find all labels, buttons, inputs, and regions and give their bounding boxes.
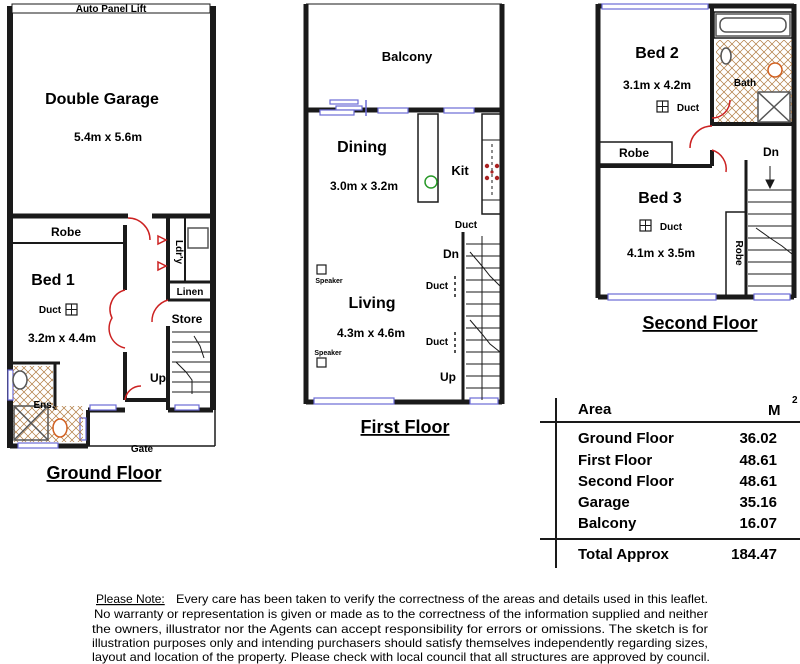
ground-floor-title: Ground Floor	[46, 463, 162, 483]
area-total-label: Total Approx	[578, 546, 669, 563]
ensuite-label: Ens.	[33, 400, 55, 411]
area-row-label: Balcony	[578, 515, 637, 532]
speaker-lower-label: Speaker	[314, 350, 342, 357]
auto-panel-lift-label: Auto Panel Lift	[75, 4, 147, 15]
gate-label: Gate	[130, 444, 154, 455]
area-total-value: 184.47	[731, 546, 777, 563]
bed2-dimensions: 3.1m x 4.2m	[622, 78, 692, 92]
balcony-label: Balcony	[381, 49, 433, 64]
first-floor-stairs	[466, 236, 500, 400]
stairs-down-label: Dn	[443, 247, 459, 261]
bath-basin	[721, 48, 731, 64]
second-floor-plan	[598, 4, 794, 333]
first-floor-plan	[306, 4, 502, 437]
area-row-label: Second Floor	[578, 473, 674, 490]
robe-bed2-label: Robe	[619, 146, 649, 160]
disclaimer-line: layout and location of the property. Please check with local council that all structures are approved by council.	[92, 650, 710, 664]
area-row-value: 36.02	[739, 430, 777, 447]
stairs-up-label: Up	[440, 370, 456, 384]
area-row-value: 48.61	[739, 452, 777, 469]
bed2-duct-label: Duct	[676, 103, 700, 114]
garage-dimensions: 5.4m x 5.6m	[73, 130, 143, 144]
area-row-label: Ground Floor	[578, 430, 674, 447]
disclaimer-line: No warranty or representation is given or made as to the correctness of the information supplied and neither	[94, 607, 708, 621]
stairs-down-label: Dn	[763, 145, 779, 159]
speaker-icon	[317, 358, 326, 367]
bathtub	[716, 14, 790, 36]
area-table-header-label: Area	[578, 401, 612, 418]
area-row-label: Garage	[578, 494, 630, 511]
speaker-upper-label: Speaker	[315, 278, 343, 285]
area-table-header-unit-sup: 2	[792, 395, 798, 406]
bed2-label: Bed 2	[635, 45, 679, 62]
disclaimer	[92, 592, 710, 664]
duct-icon	[657, 101, 668, 112]
ensuite-basin	[53, 419, 67, 437]
duct-lower-label: Duct	[425, 337, 449, 348]
kitchen-duct-label: Duct	[454, 220, 478, 231]
bed3-dimensions: 4.1m x 3.5m	[626, 246, 696, 260]
ground-floor-stairs	[172, 332, 210, 394]
robe-bed3-label: Robe	[733, 240, 744, 266]
area-row-value: 35.16	[739, 494, 777, 511]
laundry-tub	[188, 228, 208, 248]
bath-shower	[758, 92, 790, 122]
bed3-duct-label: Duct	[659, 222, 683, 233]
disclaimer-line: the owners, illustrator nor the Agents can accept responsibility for errors or omissions. The sketch is for	[92, 622, 708, 636]
area-row-label: First Floor	[578, 452, 653, 469]
laundry-label: Ldr'y	[173, 239, 184, 265]
cooktop	[485, 144, 499, 198]
bed3-label: Bed 3	[638, 190, 682, 207]
area-row-value: 48.61	[739, 473, 777, 490]
area-table-header-unit: M	[768, 402, 781, 419]
dining-label: Dining	[337, 139, 387, 156]
living-label: Living	[348, 295, 396, 312]
duct-icon	[640, 220, 651, 231]
duct-icon	[66, 304, 77, 315]
double-garage-label: Double Garage	[45, 91, 159, 108]
disclaimer-line: illustration purposes only and intending purchasers should satisfy themselves independently regarding sizes,	[92, 636, 709, 650]
ensuite-toilet	[13, 371, 27, 389]
area-table	[540, 395, 800, 568]
bed1-label: Bed 1	[31, 272, 75, 289]
disclaimer-heading: Please Note:	[96, 592, 165, 606]
bed1-duct-label: Duct	[38, 305, 62, 316]
bed1-dimensions: 3.2m x 4.4m	[27, 331, 97, 345]
dining-dimensions: 3.0m x 3.2m	[329, 179, 399, 193]
stairs-up-label: Up	[150, 371, 166, 385]
bath-label: Bath	[733, 78, 757, 89]
linen-label: Linen	[176, 287, 204, 298]
second-floor-title: Second Floor	[642, 313, 758, 333]
kitchen-label: Kit	[451, 163, 469, 178]
first-floor-title: First Floor	[360, 417, 450, 437]
robe-label: Robe	[51, 225, 81, 239]
living-dimensions: 4.3m x 4.6m	[336, 326, 406, 340]
disclaimer-line: Every care has been taken to verify the correctness of the areas and details used in this leaflet.	[176, 592, 708, 606]
bath-toilet	[768, 63, 782, 77]
duct-upper-label: Duct	[425, 281, 449, 292]
second-floor-stairs	[748, 166, 792, 286]
speaker-icon	[317, 265, 326, 274]
store-label: Store	[171, 312, 203, 326]
kitchen-sink	[425, 176, 437, 188]
first-floor-walls	[306, 4, 502, 404]
ground-floor-plan	[8, 4, 215, 483]
area-row-value: 16.07	[739, 515, 777, 532]
